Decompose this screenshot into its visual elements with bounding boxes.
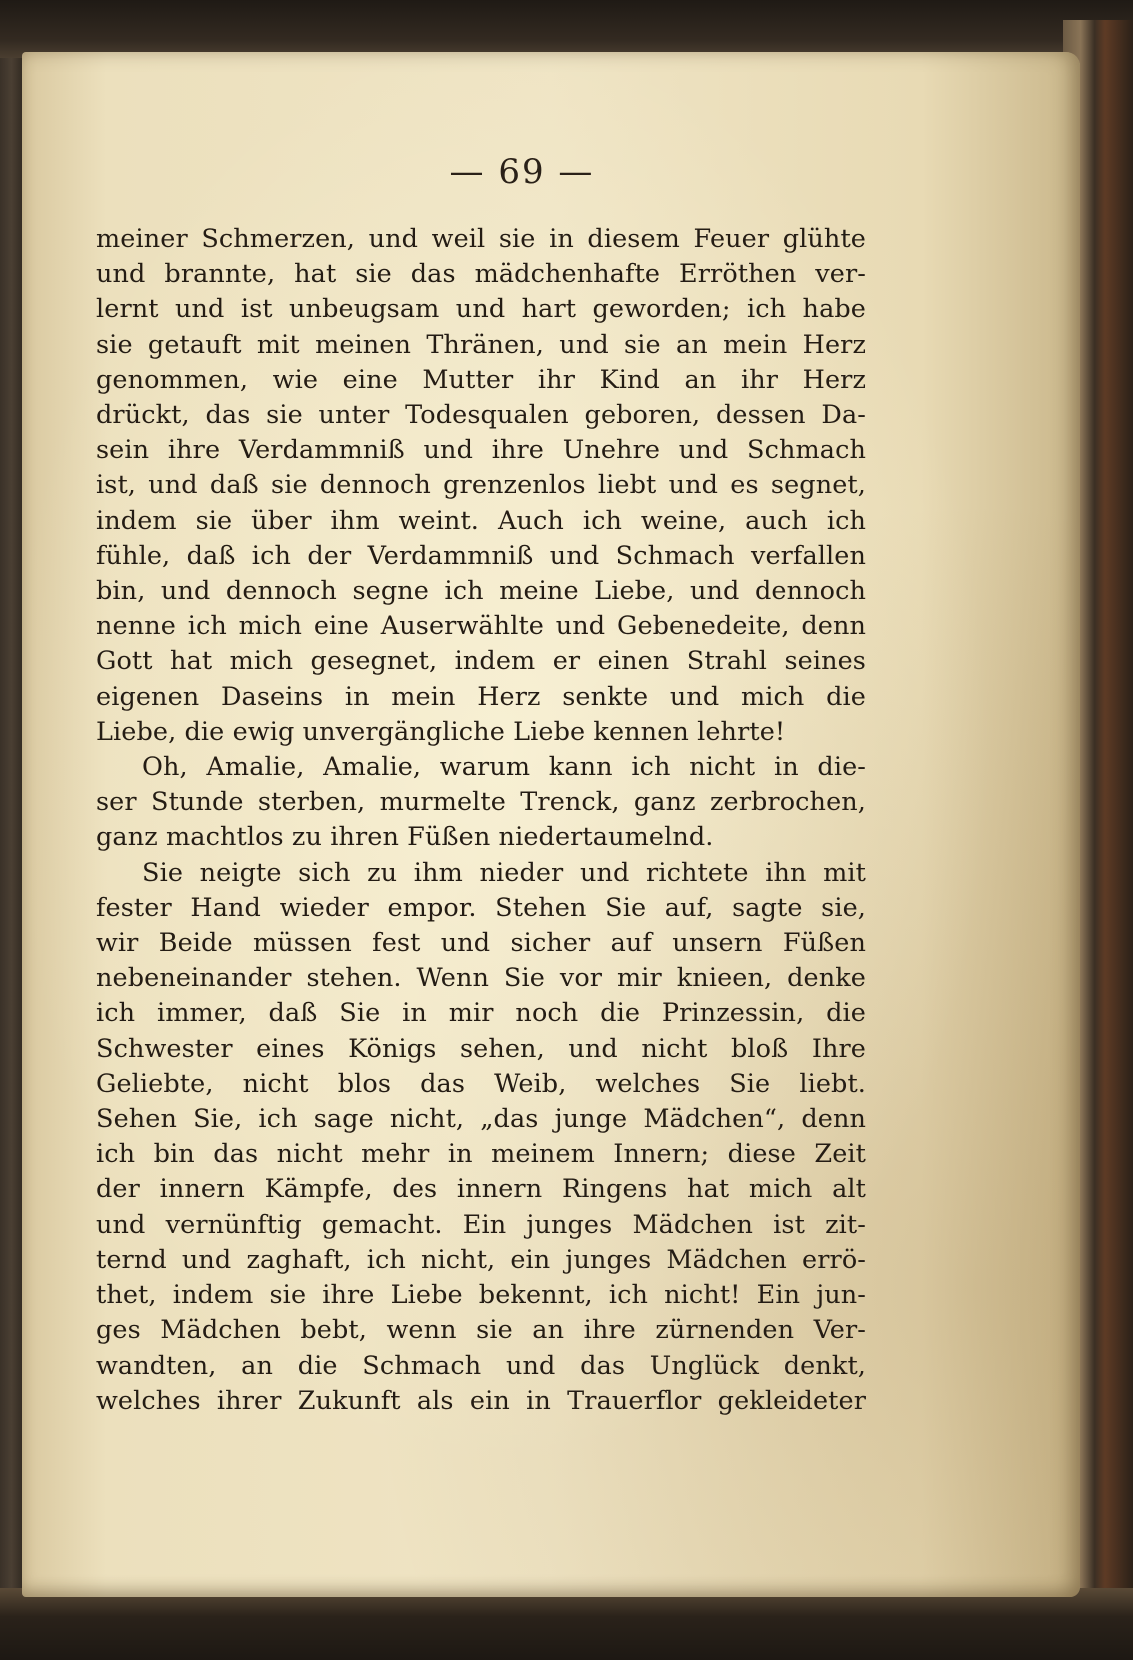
book-cover-top-edge (0, 0, 1133, 58)
text-line: Oh, Amalie, Amalie, warum kann ich nicht in die- (142, 752, 866, 783)
text-line: genommen, wie eine Mutter ihr Kind an ihr Herz (96, 364, 866, 395)
text-line: Gott hat mich gesegnet, indem er einen Strahl seines (96, 646, 866, 677)
book-cover-bottom-edge (0, 1588, 1133, 1660)
text-line: bin, und dennoch segne ich meine Liebe, und dennoch (96, 576, 866, 607)
text-line: sein ihre Verdammniß und ihre Unehre und Schmach (96, 435, 866, 466)
text-line: lernt und ist unbeugsam und hart geworden; ich habe (96, 294, 866, 325)
text-line: Liebe, die ewig unvergängliche Liebe kennen lehrte! (96, 716, 786, 747)
text-line: ser Stunde sterben, murmelte Trenck, ganz zerbrochen, (96, 787, 866, 818)
text-line: der innern Kämpfe, des innern Ringens hat mich alt (96, 1174, 866, 1205)
text-line: thet, indem sie ihre Liebe bekennt, ich nicht! Ein jun- (96, 1280, 866, 1311)
text-line: Sie neigte sich zu ihm nieder und richtete ihn mit (142, 857, 866, 888)
text-line: meiner Schmerzen, und weil sie in diesem Feuer glühte (96, 224, 866, 254)
text-line: Sehen Sie, ich sage nicht, „das junge Mädchen“, denn (96, 1104, 866, 1135)
text-line: indem sie über ihm weint. Auch ich weine, auch ich (96, 505, 866, 536)
page-body-text (96, 222, 866, 1419)
text-line: fester Hand wieder empor. Stehen Sie auf, sagte sie, (96, 892, 866, 923)
text-line: fühle, daß ich der Verdammniß und Schmach verfallen (96, 540, 866, 571)
text-line: und brannte, hat sie das mädchenhafte Erröthen ver- (96, 259, 866, 290)
text-line: ich immer, daß Sie in mir noch die Prinzessin, die (96, 998, 866, 1029)
book-page (22, 52, 1080, 1597)
text-line: und vernünftig gemacht. Ein junges Mädchen ist zit- (96, 1209, 866, 1240)
text-line: nebeneinander stehen. Wenn Sie vor mir knieen, denke (96, 963, 866, 994)
text-line: ges Mädchen bebt, wenn sie an ihre zürnenden Ver- (96, 1315, 866, 1346)
text-line: ganz machtlos zu ihren Füßen niedertaumelnd. (96, 822, 714, 853)
text-line: eigenen Daseins in mein Herz senkte und mich die (96, 681, 866, 712)
text-line: drückt, das sie unter Todesqualen geboren, dessen Da- (96, 400, 866, 431)
text-line: ich bin das nicht mehr in meinem Innern; diese Zeit (96, 1139, 866, 1170)
text-line: Geliebte, nicht blos das Weib, welches Sie liebt. (96, 1068, 866, 1099)
text-line: nenne ich mich eine Auserwählte und Gebenedeite, denn (96, 611, 866, 642)
text-line: wir Beide müssen fest und sicher auf unsern Füßen (96, 928, 866, 959)
text-line: ternd und zaghaft, ich nicht, ein junges Mädchen errö- (96, 1244, 866, 1275)
text-line: welches ihrer Zukunft als ein in Trauerflor gekleideter (96, 1385, 866, 1416)
text-line: Schwester eines Königs sehen, und nicht bloß Ihre (96, 1033, 866, 1064)
page-number: — 69 — (449, 152, 595, 192)
text-line: sie getauft mit meinen Thränen, und sie an mein Herz (96, 329, 866, 360)
text-line: wandten, an die Schmach und das Unglück denkt, (96, 1350, 866, 1381)
text-line: ist, und daß sie dennoch grenzenlos liebt und es segnet, (96, 470, 866, 501)
